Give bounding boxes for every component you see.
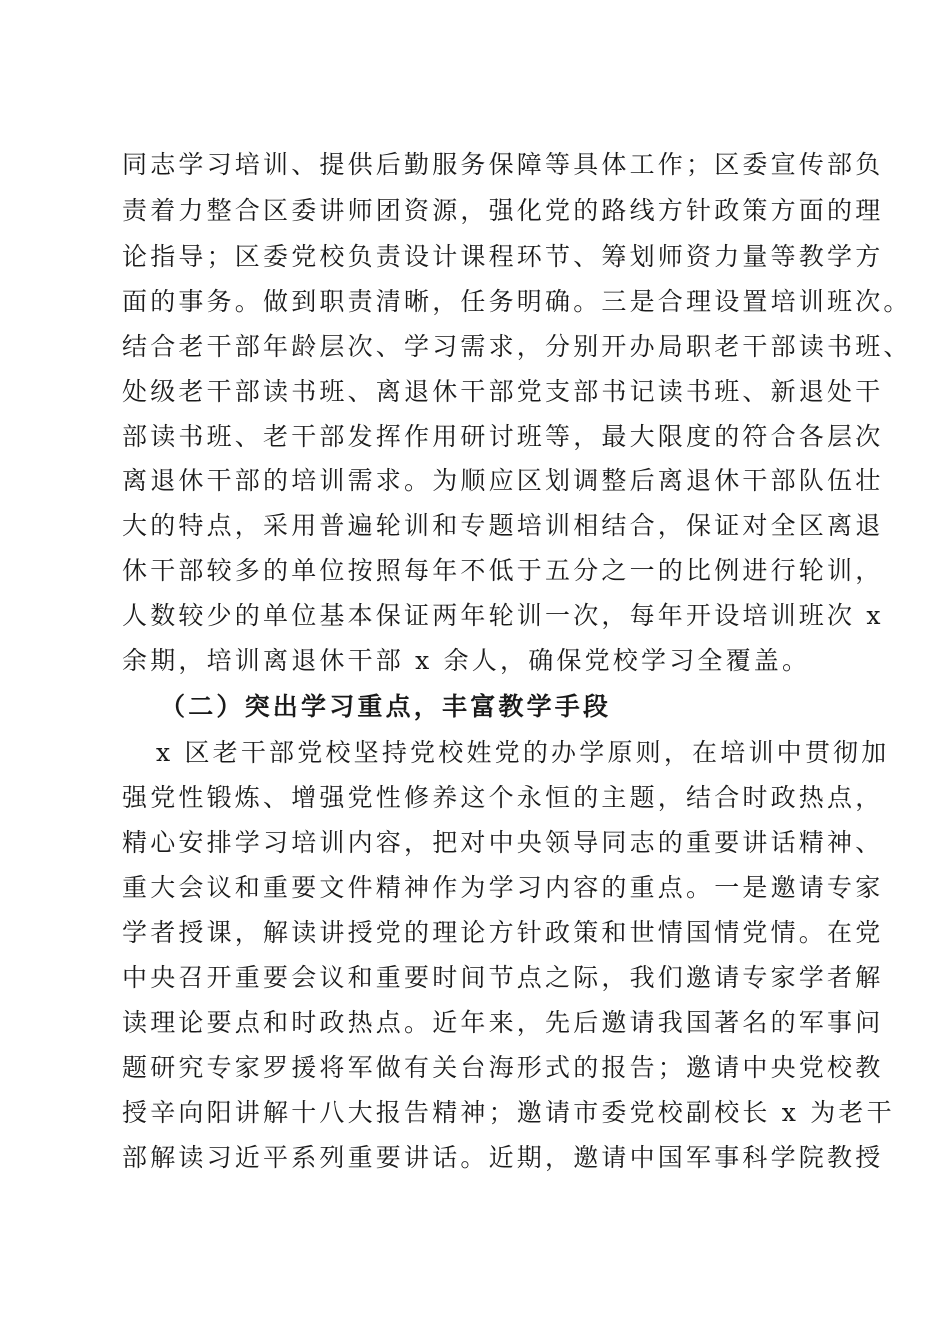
body-line: 中央召开重要会议和重要时间节点之际，我们邀请专家学者解 — [122, 963, 884, 992]
body-line: 学者授课，解读讲授党的理论方针政策和世情国情党情。在党 — [122, 918, 884, 947]
body-line: 读理论要点和时政热点。近年来，先后邀请我国著名的军事问 — [122, 1008, 884, 1037]
body-line: x 区老干部党校坚持党校姓党的办学原则，在培训中贯彻加 — [156, 738, 890, 767]
section-heading: （二）突出学习重点，丰富教学手段 — [160, 692, 612, 721]
body-line: 面的事务。做到职责清晰，任务明确。三是合理设置培训班次。 — [122, 287, 912, 316]
body-line: 授辛向阳讲解十八大报告精神；邀请市委党校副校长 x 为老干 — [122, 1098, 895, 1127]
body-line: 同志学习培训、提供后勤服务保障等具体工作；区委宣传部负 — [122, 150, 884, 179]
body-line: 部解读习近平系列重要讲话。近期，邀请中国军事科学院教授 — [122, 1143, 884, 1172]
body-line: 休干部较多的单位按照每年不低于五分之一的比例进行轮训， — [122, 556, 884, 585]
body-line: 责着力整合区委讲师团资源，强化党的路线方针政策方面的理 — [122, 196, 884, 225]
body-line: 结合老干部年龄层次、学习需求，分别开办局职老干部读书班、 — [122, 332, 912, 361]
body-line: 余期，培训离退休干部 x 余人，确保党校学习全覆盖。 — [122, 646, 811, 675]
body-line: 精心安排学习培训内容，把对中央领导同志的重要讲话精神、 — [122, 828, 884, 857]
body-line: 离退休干部的培训需求。为顺应区划调整后离退休干部队伍壮 — [122, 466, 884, 495]
body-line: 强党性锻炼、增强党性修养这个永恒的主题，结合时政热点， — [122, 783, 884, 812]
body-line: 论指导；区委党校负责设计课程环节、筹划师资力量等教学方 — [122, 242, 884, 271]
body-line: 大的特点，采用普遍轮训和专题培训相结合，保证对全区离退 — [122, 511, 884, 540]
body-line: 重大会议和重要文件精神作为学习内容的重点。一是邀请专家 — [122, 873, 884, 902]
body-line: 人数较少的单位基本保证两年轮训一次，每年开设培训班次 x — [122, 601, 884, 630]
body-line: 题研究专家罗援将军做有关台海形式的报告；邀请中央党校教 — [122, 1053, 884, 1082]
body-line: 处级老干部读书班、离退休干部党支部书记读书班、新退处干 — [122, 377, 884, 406]
body-line: 部读书班、老干部发挥作用研讨班等，最大限度的符合各层次 — [122, 422, 884, 451]
